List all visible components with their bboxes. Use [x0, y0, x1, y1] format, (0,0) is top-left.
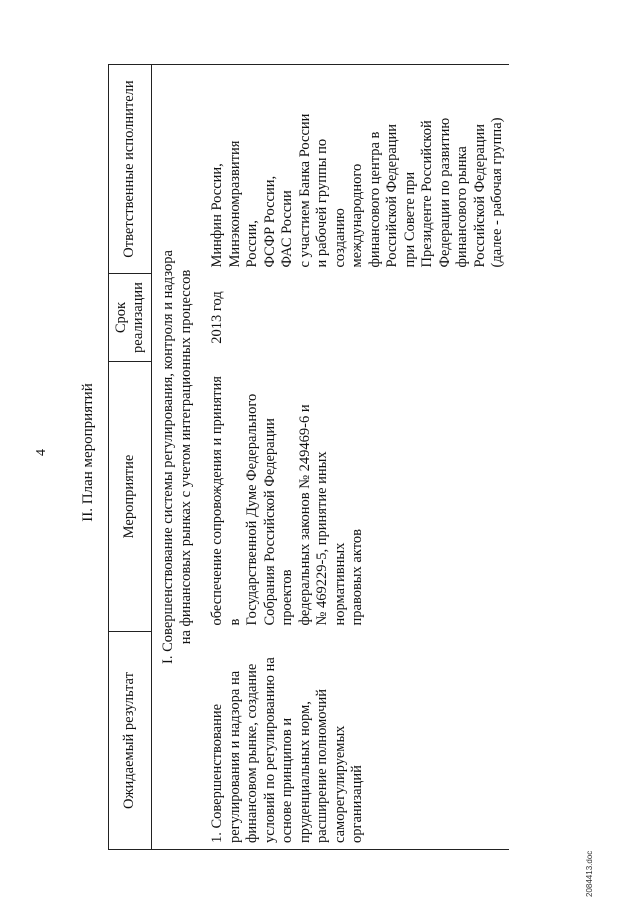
- responsible-line: Минфин России,: [209, 163, 225, 268]
- responsible-line: и рабочей группы по: [314, 138, 330, 268]
- table-row: [199, 65, 509, 850]
- activity-line: федеральных законов № 249469-6 и: [296, 404, 313, 626]
- page-number: 4: [34, 449, 49, 456]
- table-header-row: [109, 65, 152, 850]
- responsible-line: ФАС России: [279, 190, 295, 268]
- responsible-line: Российской Федерации: [384, 123, 400, 268]
- responsible-line: при Совете при: [401, 171, 418, 268]
- responsible-line: России,: [244, 220, 260, 268]
- header-responsible: Ответственные исполнители: [109, 65, 152, 274]
- cell-activity: [199, 362, 509, 632]
- responsible-line: Федерации по развитию: [436, 117, 453, 268]
- result-line: саморегулируемых: [331, 725, 348, 843]
- activity-line: правовых актов: [349, 529, 365, 626]
- result-line: финансовом рынке, создание: [244, 663, 260, 843]
- responsible-line: Минэкономразвития: [226, 140, 243, 268]
- cell-responsible: [199, 65, 509, 274]
- section-heading: II. План мероприятий: [80, 383, 96, 522]
- responsible-line: Президенте Российской: [419, 120, 435, 268]
- header-expected-result: Ожидаемый результат: [109, 632, 152, 850]
- responsible-line: (далее - рабочая группа): [489, 117, 505, 268]
- result-line: основе принципов и: [279, 717, 295, 843]
- plan-table: [108, 64, 509, 850]
- responsible-line: финансового рынка: [454, 146, 470, 268]
- subsection-title: [152, 65, 200, 850]
- responsible-line: ФСФР России,: [261, 175, 278, 268]
- activity-line: Собрания Российской Федерации проектов: [261, 418, 295, 626]
- subsection-title-line: I. Совершенствование системы регулирования, контроля и надзора: [160, 250, 176, 664]
- responsible-line: Российской Федерации: [471, 123, 488, 268]
- header-activity: Мероприятие: [109, 362, 152, 632]
- responsible-line: созданию: [331, 208, 348, 268]
- result-line: организаций: [349, 765, 365, 843]
- result-line: регулирования и надзора на: [226, 670, 243, 843]
- result-line: пруденциальных норм,: [296, 701, 313, 843]
- responsible-line: международного: [349, 163, 365, 268]
- responsible-line: финансового центра в: [366, 131, 383, 268]
- header-term: Срок реализации: [109, 274, 152, 362]
- cell-expected-result: [199, 632, 509, 850]
- result-line: 1. Совершенствование: [209, 703, 225, 843]
- result-line: расширение полномочий: [314, 689, 330, 843]
- activity-line: обеспечение сопровождения и принятия в: [209, 376, 243, 626]
- responsible-line: с участием Банка России: [296, 113, 313, 268]
- document-id: 2084413.doc: [585, 850, 594, 897]
- subsection-title-line: на финансовых рынках с учетом интеграционных процессов: [177, 269, 194, 645]
- cell-term: 2013 год: [209, 291, 225, 344]
- activity-line: Государственной Думе Федерального: [244, 393, 260, 626]
- result-line: условий по регулированию на: [261, 657, 278, 843]
- activity-line: № 469229-5, принятие иных нормативных: [314, 451, 348, 626]
- subsection-row: [152, 65, 200, 850]
